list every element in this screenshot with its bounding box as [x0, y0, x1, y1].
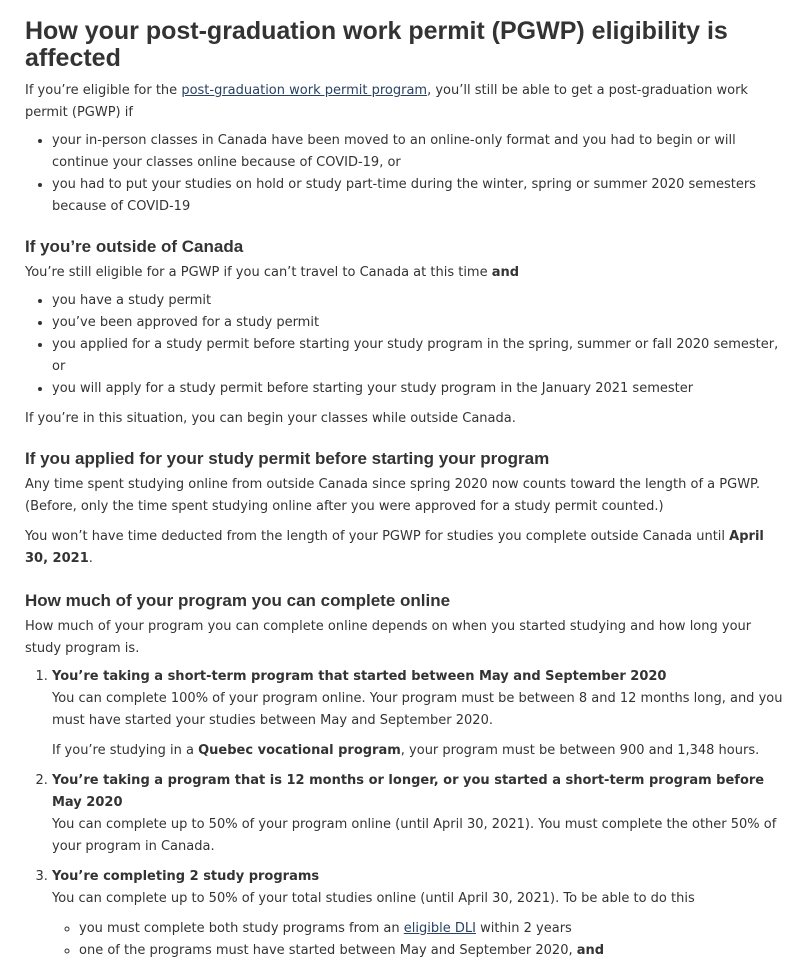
- page-title: How your post-graduation work permit (PGWP) eligibility is affected: [25, 17, 728, 72]
- intro-paragraph: [25, 80, 785, 124]
- list-item: • you’ve been approved for a study permit: [52, 312, 785, 334]
- sublist-text-end: within 2 years: [475, 921, 572, 936]
- option-title: You’re completing 2 study programs: [52, 869, 320, 884]
- list-item: • your in-person classes in Canada have been moved to an online-only format and you had to begin or will continue your classes online because of COVID-19, or: [52, 130, 785, 174]
- applied-period: .: [88, 551, 93, 566]
- list-item: • you have a study permit: [52, 290, 785, 312]
- option-body: You can complete up to 50% of your total studies online (until April 30, 2021). To be able to do this: [52, 891, 695, 906]
- online-paragraph: How much of your program you can complete online depends on when you started studying and how long your study program is.: [25, 619, 752, 656]
- option-note-end: , your program must be between 900 and 1,348 hours.: [400, 743, 760, 758]
- option-note: [52, 740, 785, 762]
- list-item: • you had to put your studies on hold or study part-time during the winter, spring or summer 2020 semesters because of COVID-19: [52, 174, 785, 218]
- sublist-item: [79, 940, 785, 962]
- option-sublist: [52, 918, 785, 962]
- online-options-list: [25, 666, 785, 962]
- outside-note: If you’re in this situation, you can begin your classes while outside Canada.: [25, 411, 516, 426]
- section-heading-outside: If you’re outside of Canada: [25, 237, 244, 256]
- list-item: • you will apply for a study permit before starting your study program in the January 2021 semester: [52, 378, 785, 400]
- sublist-item: [79, 918, 785, 940]
- applied-text: You won’t have time deducted from the length of your PGWP for studies you complete outside Canada until: [25, 529, 730, 544]
- outside-bold-and: and: [491, 265, 520, 280]
- section-heading-online: How much of your program you can complete online: [25, 591, 451, 610]
- option-body: You can complete up to 50% of your program online (until April 30, 2021). You must complete the other 50% of your program in Canada.: [52, 817, 777, 854]
- section-heading-applied: If you applied for your study permit before starting your program: [25, 449, 550, 468]
- applied-date: April 30, 2021: [25, 529, 764, 566]
- option-note-bold: Quebec vocational program: [198, 743, 401, 758]
- intro-text-end: , you’ll still be able to get a post-graduation work permit (PGWP) if: [25, 83, 748, 120]
- list-item: [52, 666, 785, 762]
- list-item: [52, 866, 785, 962]
- intro-text-start: If you’re eligible for the: [25, 83, 182, 98]
- applied-paragraph-1: Any time spent studying online from outside Canada since spring 2020 now counts toward the length of a PGWP. (Before, only the time spent studying online after you were approved for a study permit counted.): [25, 477, 760, 514]
- sublist-text: you must complete both study programs from an: [79, 921, 404, 936]
- pgwp-program-link[interactable]: post-graduation work permit program: [181, 83, 428, 98]
- option-title: You’re taking a program that is 12 months or longer, or you started a short-term program before May 2020: [52, 773, 765, 810]
- eligible-dli-link[interactable]: eligible DLI: [403, 921, 476, 936]
- option-body: You can complete 100% of your program online. Your program must be between 8 and 12 months long, and you must have started your studies between May and September 2020.: [52, 691, 783, 728]
- outside-paragraph: [25, 262, 785, 284]
- outside-text: You’re still eligible for a PGWP if you can’t travel to Canada at this time: [25, 265, 492, 280]
- sublist-bold-and: and: [576, 943, 605, 958]
- outside-list: [25, 290, 785, 400]
- sublist-text: one of the programs must have started between May and September 2020,: [79, 943, 577, 958]
- list-item: [52, 770, 785, 858]
- applied-paragraph-2: [25, 526, 785, 570]
- list-item: • you applied for a study permit before starting your study program in the spring, summer or fall 2020 semester, or: [52, 334, 785, 378]
- intro-list: [25, 130, 785, 218]
- option-note-text: If you’re studying in a: [52, 743, 199, 758]
- option-title: You’re taking a short-term program that started between May and September 2020: [52, 669, 667, 684]
- page-content: [0, 18, 785, 962]
